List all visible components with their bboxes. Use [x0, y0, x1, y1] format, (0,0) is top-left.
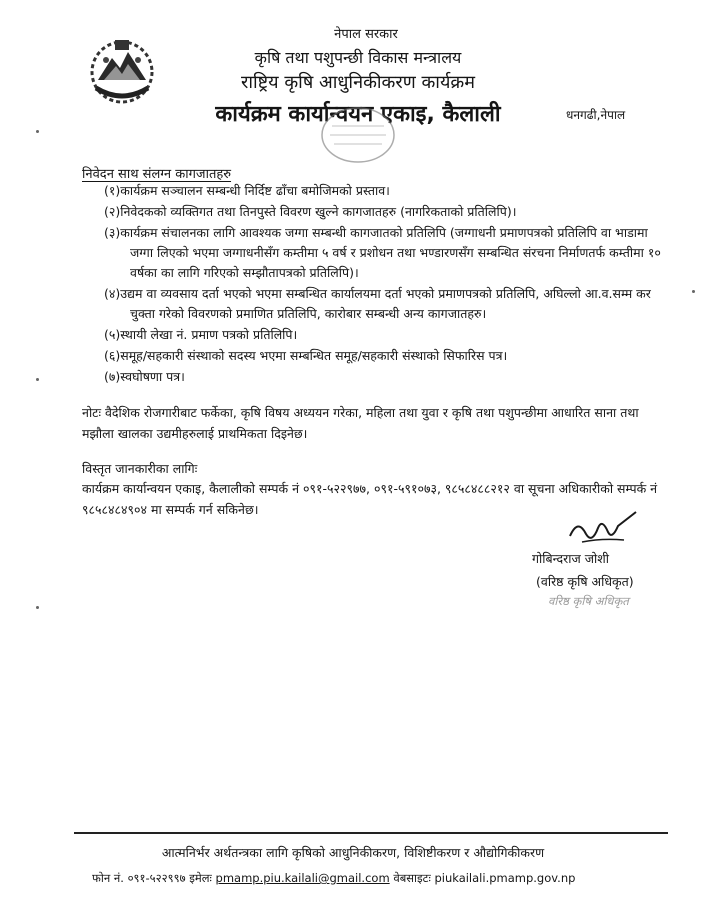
list-item: (२)निवेदकको व्यक्तिगत तथा तिनपुस्ते विवरण खुल्ने कागजातहरु (नागरिकताको प्रतिलिपि)।	[104, 204, 517, 219]
footer-email-link[interactable]: pmamp.piu.kailali@gmail.com	[215, 871, 390, 885]
list-item: (६)समूह/सहकारी संस्थाको सदस्य भएमा सम्बन्धित समूह/सहकारी संस्थाको सिफारिस पत्र।	[104, 348, 508, 363]
ministry-title: कृषि तथा पशुपन्छी विकास मन्त्रालय	[254, 48, 462, 67]
priority-note: नोटः वैदेशिक रोजगारीबाट फर्केका, कृषि विषय अध्ययन गरेका, महिला तथा युवा र कृषि तथा पशुपन्छीमा आधारित साना तथा मझौला खालका उद्यमीहरुलाई प्राथमिकता दिइनेछ।	[82, 405, 639, 441]
office-stamp-icon	[318, 104, 398, 166]
list-item: (७)स्वघोषणा पत्र।	[104, 369, 185, 384]
government-title: नेपाल सरकार	[334, 27, 398, 42]
attachments-list	[104, 181, 664, 388]
unit-title: कार्यक्रम कार्यान्वयन एकाइ, कैलाली	[215, 102, 501, 127]
scan-dot	[36, 130, 39, 133]
program-title: राष्ट्रिय कृषि आधुनिकीकरण कार्यक्रम	[240, 72, 475, 93]
footer-website-label: वेबसाइटः	[393, 871, 431, 885]
designation-seal: वरिष्ठ कृषि अधिकृत	[548, 594, 629, 608]
contact-details: कार्यक्रम कार्यान्वयन एकाइ, कैलालीको सम्पर्क नं ०९१-५२२९७७, ०९१-५९१०७३, ९८५८४८८२१२ वा सूचना अधिकारीको सम्पर्क नं ९८५८४८४९०४ मा सम्पर्क गर्न सकिनेछ।	[82, 481, 658, 517]
footer-divider	[74, 832, 668, 834]
list-item: (१)कार्यक्रम सञ्चालन सम्बन्धी निर्दिष्ट ढाँचा बमोजिमको प्रस्ताव।	[104, 183, 390, 198]
scan-dot	[36, 606, 39, 609]
footer-contact	[92, 871, 575, 886]
scan-dot	[692, 290, 695, 293]
footer-website-link[interactable]: piukailali.pmamp.gov.np	[434, 871, 576, 885]
list-item: (५)स्थायी लेखा नं. प्रमाण पत्रको प्रतिलिपि।	[104, 327, 298, 342]
signatory-designation: (वरिष्ठ कृषि अधिकृत)	[536, 574, 634, 589]
list-item: (३)कार्यक्रम संचालनका लागि आवश्यक जग्गा सम्बन्धी कागजातको प्रतिलिपि (जग्गाधनी प्रमाणपत्रको प्रतिलिपि वा भाडामा जग्गा लिएको भएमा जग्गाधनीसँग कम्तीमा ५ वर्ष र प्रशोधन तथा भण्डारणसँग सम्बन्धित संरचना निर्माणतर्फ कम्तीमा १० वर्षका का लागि गरिएको सम्झौतापत्रको प्रतिलिपि)।	[104, 225, 661, 280]
office-location: धनगढी,नेपाल	[566, 108, 626, 122]
list-item: (४)उद्यम वा व्यवसाय दर्ता भएको भएमा सम्बन्धित कार्यालयमा दर्ता भएको प्रमाणपत्रको प्रतिलिपि, अघिल्लो आ.व.सम्म कर चुक्ता गरेको विवरणको प्रमाणित प्रतिलिपि, कारोबार सम्बन्धी अन्य कागजातहरु।	[104, 286, 651, 321]
signatory-name: गोबिन्दराज जोशी	[532, 551, 609, 566]
footer-phone: फोन नं. ०९१-५२२९९७ इमेलः	[92, 871, 212, 885]
signature-icon	[562, 508, 642, 548]
contact-heading: विस्तृत जानकारीका लागिः	[82, 461, 198, 476]
attachments-heading: निवेदन साथ संलग्न कागजातहरु	[82, 167, 232, 182]
scan-dot	[36, 378, 39, 381]
footer-slogan: आत्मनिर्भर अर्थतन्त्रका लागि कृषिको आधुनिकीकरण, विशिष्टीकरण र औद्योगिकीकरण	[161, 845, 545, 860]
